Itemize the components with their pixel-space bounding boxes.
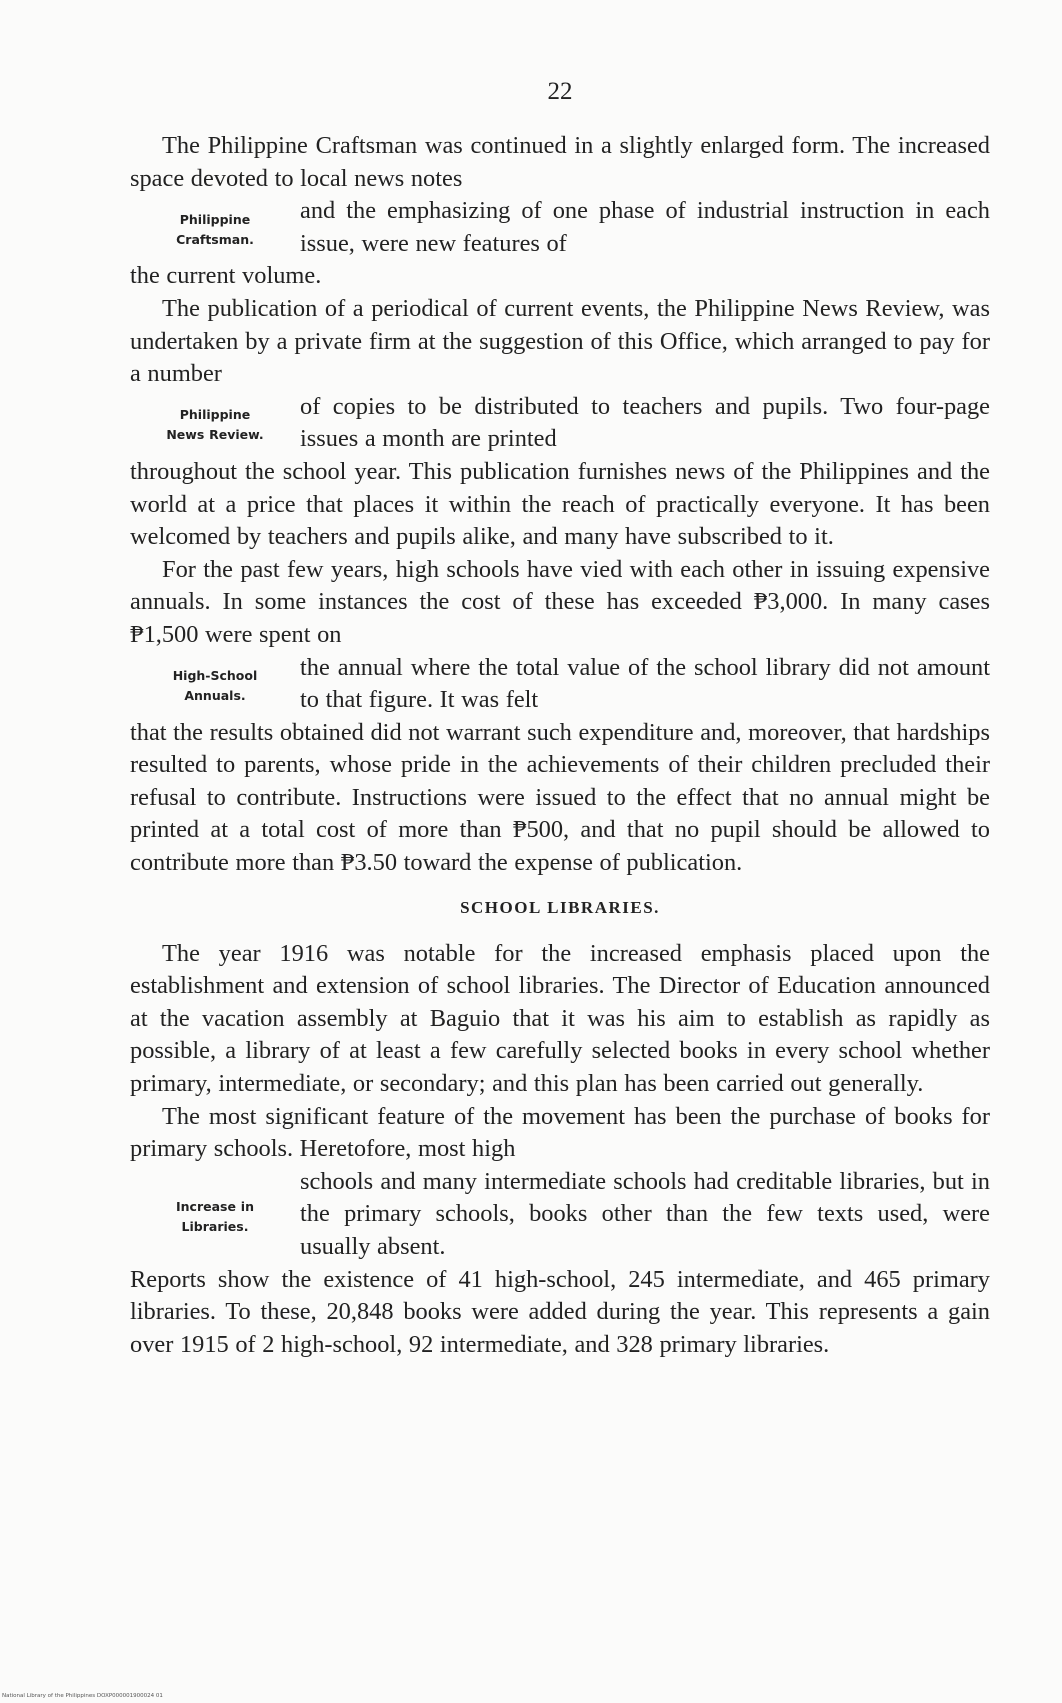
paragraph-libraries-intro: The year 1916 was notable for the increased emphasis placed upon the establishment and extension of school libraries. The Director of Education announced at the vacation assembly at Baguio that it was his aim to establish as rapidly as possible, a library of at least a few carefully selected books in every school whether primary, intermediate, or secondary; and this plan has been carried out generally. (130, 939, 990, 1098)
margin-note-line: Increase in (176, 1198, 254, 1214)
paragraph-libraries-increase (130, 1101, 990, 1362)
paragraph-text: The Philippine Craftsman was continued in a slightly enlarged form. The increased space devoted to local news notes (130, 132, 990, 192)
side-note-block (130, 195, 990, 260)
margin-note-line: News Review. (166, 427, 264, 443)
paragraph-annuals (130, 554, 990, 880)
paragraph-text: that the results obtained did not warrant such expenditure and, moreover, that hardships resulted to parents, whose pride in the achievements of their children precluded their refusal to contribute. Instructions were issued to the effect that no annual might be printed at a total cost of more than ₱500, and that no pupil should be allowed to contribute more than ₱3.50 toward the expense of publication. (130, 718, 990, 877)
paragraph-text: and the emphasizing of one phase of industrial instruction in each issue, were new features of (300, 197, 990, 257)
document-page (130, 0, 990, 1703)
document-body (130, 130, 990, 1361)
paragraph-news-review (130, 293, 990, 554)
paragraph-text: The publication of a periodical of current events, the Philippine News Review, was undertaken by a private firm at the suggestion of this Office, which arranged to pay for a number (130, 294, 990, 388)
margin-note (130, 401, 300, 445)
paragraph-text: of copies to be distributed to teachers and pupils. Two four-page issues a month are printed (300, 392, 990, 453)
margin-note-line: Annuals. (184, 688, 246, 704)
paragraph-craftsman (130, 130, 990, 293)
margin-note-line: Philippine (179, 407, 251, 423)
side-note-block (130, 391, 990, 456)
side-note-block (130, 652, 990, 717)
paragraph-text: the annual where the total value of the school library did not amount to that figure. It was felt (300, 653, 990, 714)
scan-footer: National Library of the Philippines DOXP000001900024 01 (2, 1693, 163, 1699)
margin-note (130, 1193, 300, 1237)
paragraph-text: For the past few years, high schools have vied with each other in issuing expensive annuals. In some instances the cost of these has exceeded ₱3,000. In many cases ₱1,500 were spent on (130, 555, 990, 648)
section-heading: SCHOOL LIBRARIES. (460, 897, 660, 917)
margin-note (130, 662, 300, 706)
paragraph-text: schools and many intermediate schools had creditable libraries, but in the primary schools, books other than the few texts used, were usually absent. (300, 1167, 990, 1260)
paragraph-text: The most significant feature of the movement has been the purchase of books for primary schools. Heretofore, most high (130, 1102, 990, 1163)
margin-note (130, 206, 300, 250)
paragraph-text: Reports show the existence of 41 high-school, 245 intermediate, and 465 primary libraries. To these, 20,848 books were added during the year. This represents a gain over 1915 of 2 high-school, 92 intermediate, and 328 primary libraries. (130, 1265, 990, 1358)
margin-note-line: Libraries. (181, 1218, 249, 1234)
page-number: 22 (547, 78, 573, 105)
paragraph-text: throughout the school year. This publication furnishes news of the Philippines and the world at a price that places it within the reach of practically everyone. It has been welcomed by teachers and pupils alike, and many have subscribed to it. (130, 457, 990, 551)
side-note-block (130, 1166, 990, 1264)
margin-note-line: Craftsman. (176, 231, 254, 247)
margin-note-line: High-School (172, 668, 258, 684)
paragraph-text: the current volume. (130, 262, 322, 290)
margin-note-line: Philippine (179, 211, 251, 227)
